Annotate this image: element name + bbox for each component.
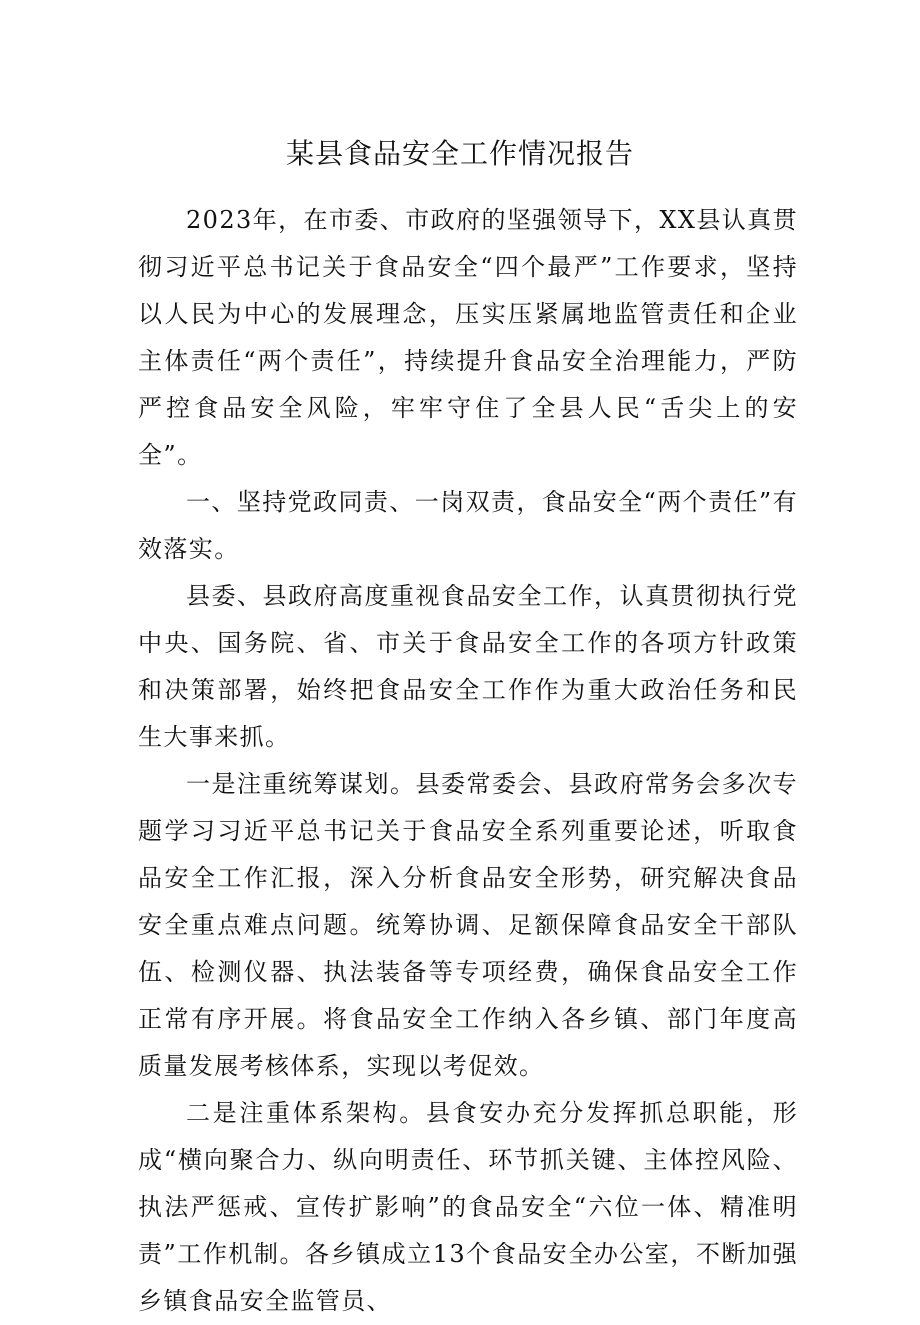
document-title: 某县食品安全工作情况报告 [285,137,634,170]
paragraph-overview: 县委、县政府高度重视食品安全工作，认真贯彻执行党中央、国务院、省、市关于食品安全工作的各项方针政策和决策部署，始终把食品安全工作作为重大政治任务和民生大事来抓。 [138,582,798,751]
paragraph-section-heading: 一、坚持党政同责、一岗双责，食品安全“两个责任”有效落实。 [138,488,798,563]
paragraph-point-one: 一是注重统筹谋划。县委常委会、县政府常务会多次专题学习习近平总书记关于食品安全系列重要论述，听取食品安全工作汇报，深入分析食品安全形势，研究解决食品安全重点难点问题。统筹协调、足额保障食品安全干部队伍、检测仪器、执法装备等专项经费，确保食品安全工作正常有序开展。将食品安全工作纳入各乡镇、部门年度高质量发展考核体系，实现以考促效。 [138,770,798,1080]
paragraph-intro: 2023年，在市委、市政府的坚强领导下，XX县认真贯彻习近平总书记关于食品安全“四个最严”工作要求，坚持以人民为中心的发展理念，压实压紧属地监管责任和企业主体责任“两个责任”，持续提升食品安全治理能力，严防严控食品安全风险，牢牢守住了全县人民“舌尖上的安全”。 [138,206,798,469]
paragraph-point-two: 二是注重体系架构。县食安办充分发挥抓总职能，形成“横向聚合力、纵向明责任、环节抓关键、主体控风险、执法严惩戒、宣传扩影响”的食品安全“六位一体、精准明责”工作机制。各乡镇成立13个食品安全办公室，不断加强乡镇食品安全监管员、 [138,1099,798,1315]
document-body [138,197,798,1325]
